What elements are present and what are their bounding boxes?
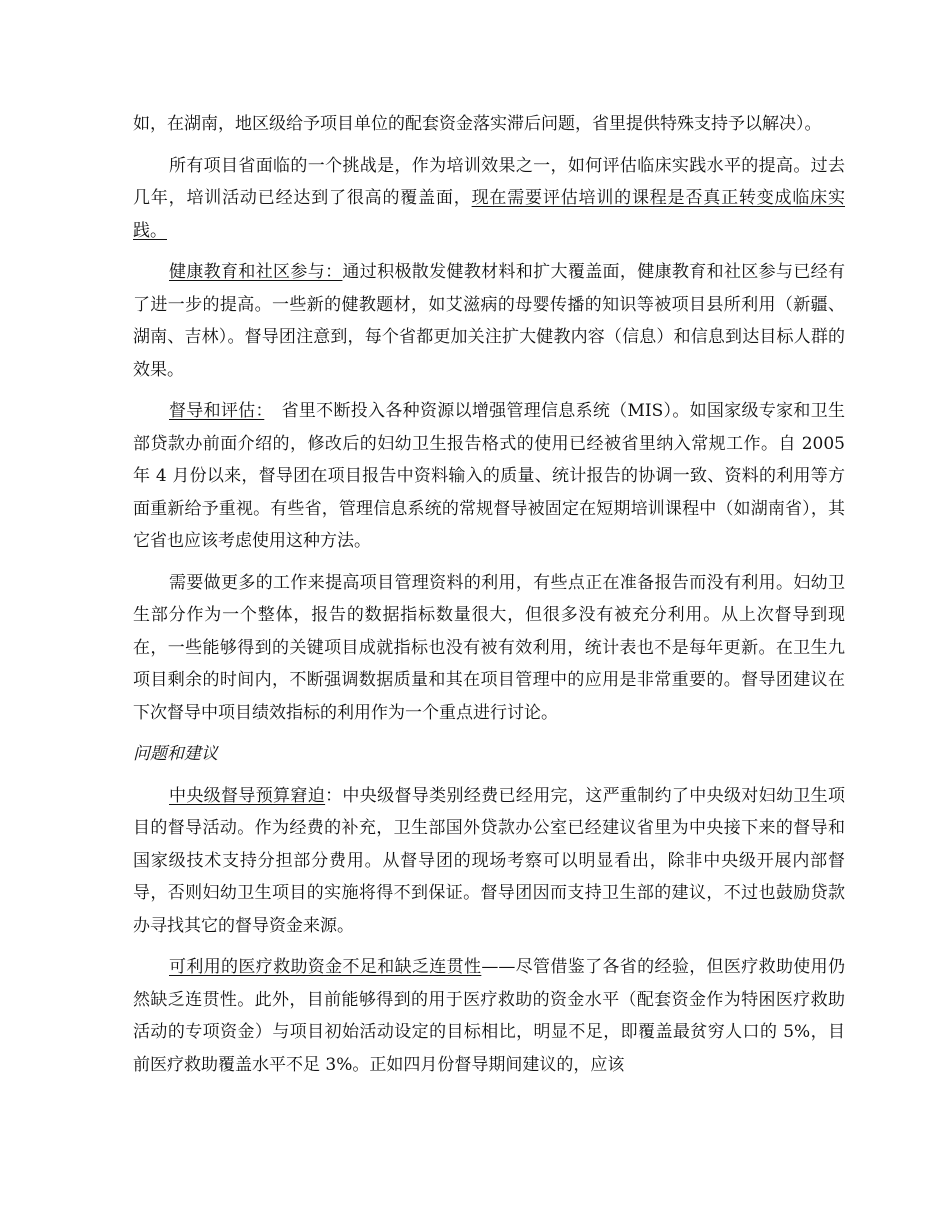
paragraph-text: 通过积极散发健教材料和扩大覆盖面，健康教育和社区参与已经有了进一步的提高。一些新的健教题材，如艾滋病的母婴传播的知识等被项目县所利用（新疆、湖南、吉林）。督导团注意到，每个省都更加关注扩大健教内容（信息）和信息到达目标人群的效果。 xyxy=(133,262,845,380)
paragraph-health-education xyxy=(133,256,845,386)
paragraph-label: 可利用的医疗救助资金不足和缺乏连贯性 xyxy=(169,957,482,977)
paragraph-text: 需要做更多的工作来提高项目管理资料的利用，有些点正在准备报告而没有利用。妇幼卫生部分作为一个整体，报告的数据指标数量很大，但很多没有被充分利用。从上次督导到现在，一些能够得到的关键项目成就指标也没有被有效利用，统计表也不是每年更新。在卫生九项目剩余的时间内，不断强调数据质量和其在项目管理中的应用是非常重要的。督导团建议在下次督导中项目绩效指标的利用作为一个重点进行讨论。 xyxy=(133,572,845,723)
paragraph-central-budget xyxy=(133,780,845,943)
paragraph-supervision-evaluation xyxy=(133,395,845,558)
paragraph-text: 省里不断投入各种资源以增强管理信息系统（MIS）。如国家级专家和卫生部贷款办前面介绍的，修改后的妇幼卫生报告格式的使用已经被省里纳入常规工作。自 2005 年 4 月份以来，督导团在项目报告中资料输入的质量、统计报告的协调一致、资料的利用等方面重新给予重视。有些省，管理信息系统的常规督导被固定在短期培训课程中（如湖南省），其它省也应该考虑使用这种方法。 xyxy=(133,401,845,551)
paragraph-label: 健康教育和社区参与： xyxy=(169,262,343,282)
paragraph-medical-assistance xyxy=(133,951,845,1081)
paragraph-text: 如，在湖南，地区级给予项目单位的配套资金落实滞后问题，省里提供特殊支持予以解决）。 xyxy=(133,114,822,134)
paragraph-text: ：中央级督导类别经费已经用完，这严重制约了中央级对妇幼卫生项目的督导活动。作为经费的补充，卫生部国外贷款办公室已经建议省里为中央接下来的督导和国家级技术支持分担部分费用。从督导团的现场考察可以明显看出，除非中央级开展内部督导，否则妇幼卫生项目的实施将得不到保证。督导团因而支持卫生部的建议，不过也鼓励贷款办寻找其它的督导资金来源。 xyxy=(133,785,846,936)
paragraph-clinical-practice xyxy=(133,150,845,248)
paragraph-data-utilization xyxy=(133,567,845,730)
paragraph-text: ——尽管借鉴了各省的经验，但医疗救助使用仍然缺乏连贯性。此外，目前能够得到的用于医疗救助的资金水平（配套资金作为特困医疗救助活动的专项资金）与项目初始活动设定的目标相比，明显不足，即覆盖最贫穷人口的 5%，目前医疗救助覆盖水平不足 3%。正如四月份督导期间建议的，应该 xyxy=(133,957,846,1075)
section-heading: 问题和建议 xyxy=(133,744,218,764)
underlined-text: 现在需要评估培训的课程是否真正转变成临床实践。 xyxy=(133,188,846,241)
paragraph-text: 所有项目省面临的一个挑战是，作为培训效果之一，如何评估临床实践水平的提高。过去几年，培训活动已经达到了很高的覆盖面， xyxy=(133,155,845,208)
paragraph-hunan-funding xyxy=(133,108,845,141)
paragraph-label: 督导和评估： xyxy=(169,401,265,421)
paragraph-label: 中央级督导预算窘迫 xyxy=(169,785,326,806)
document-page xyxy=(133,108,845,1090)
